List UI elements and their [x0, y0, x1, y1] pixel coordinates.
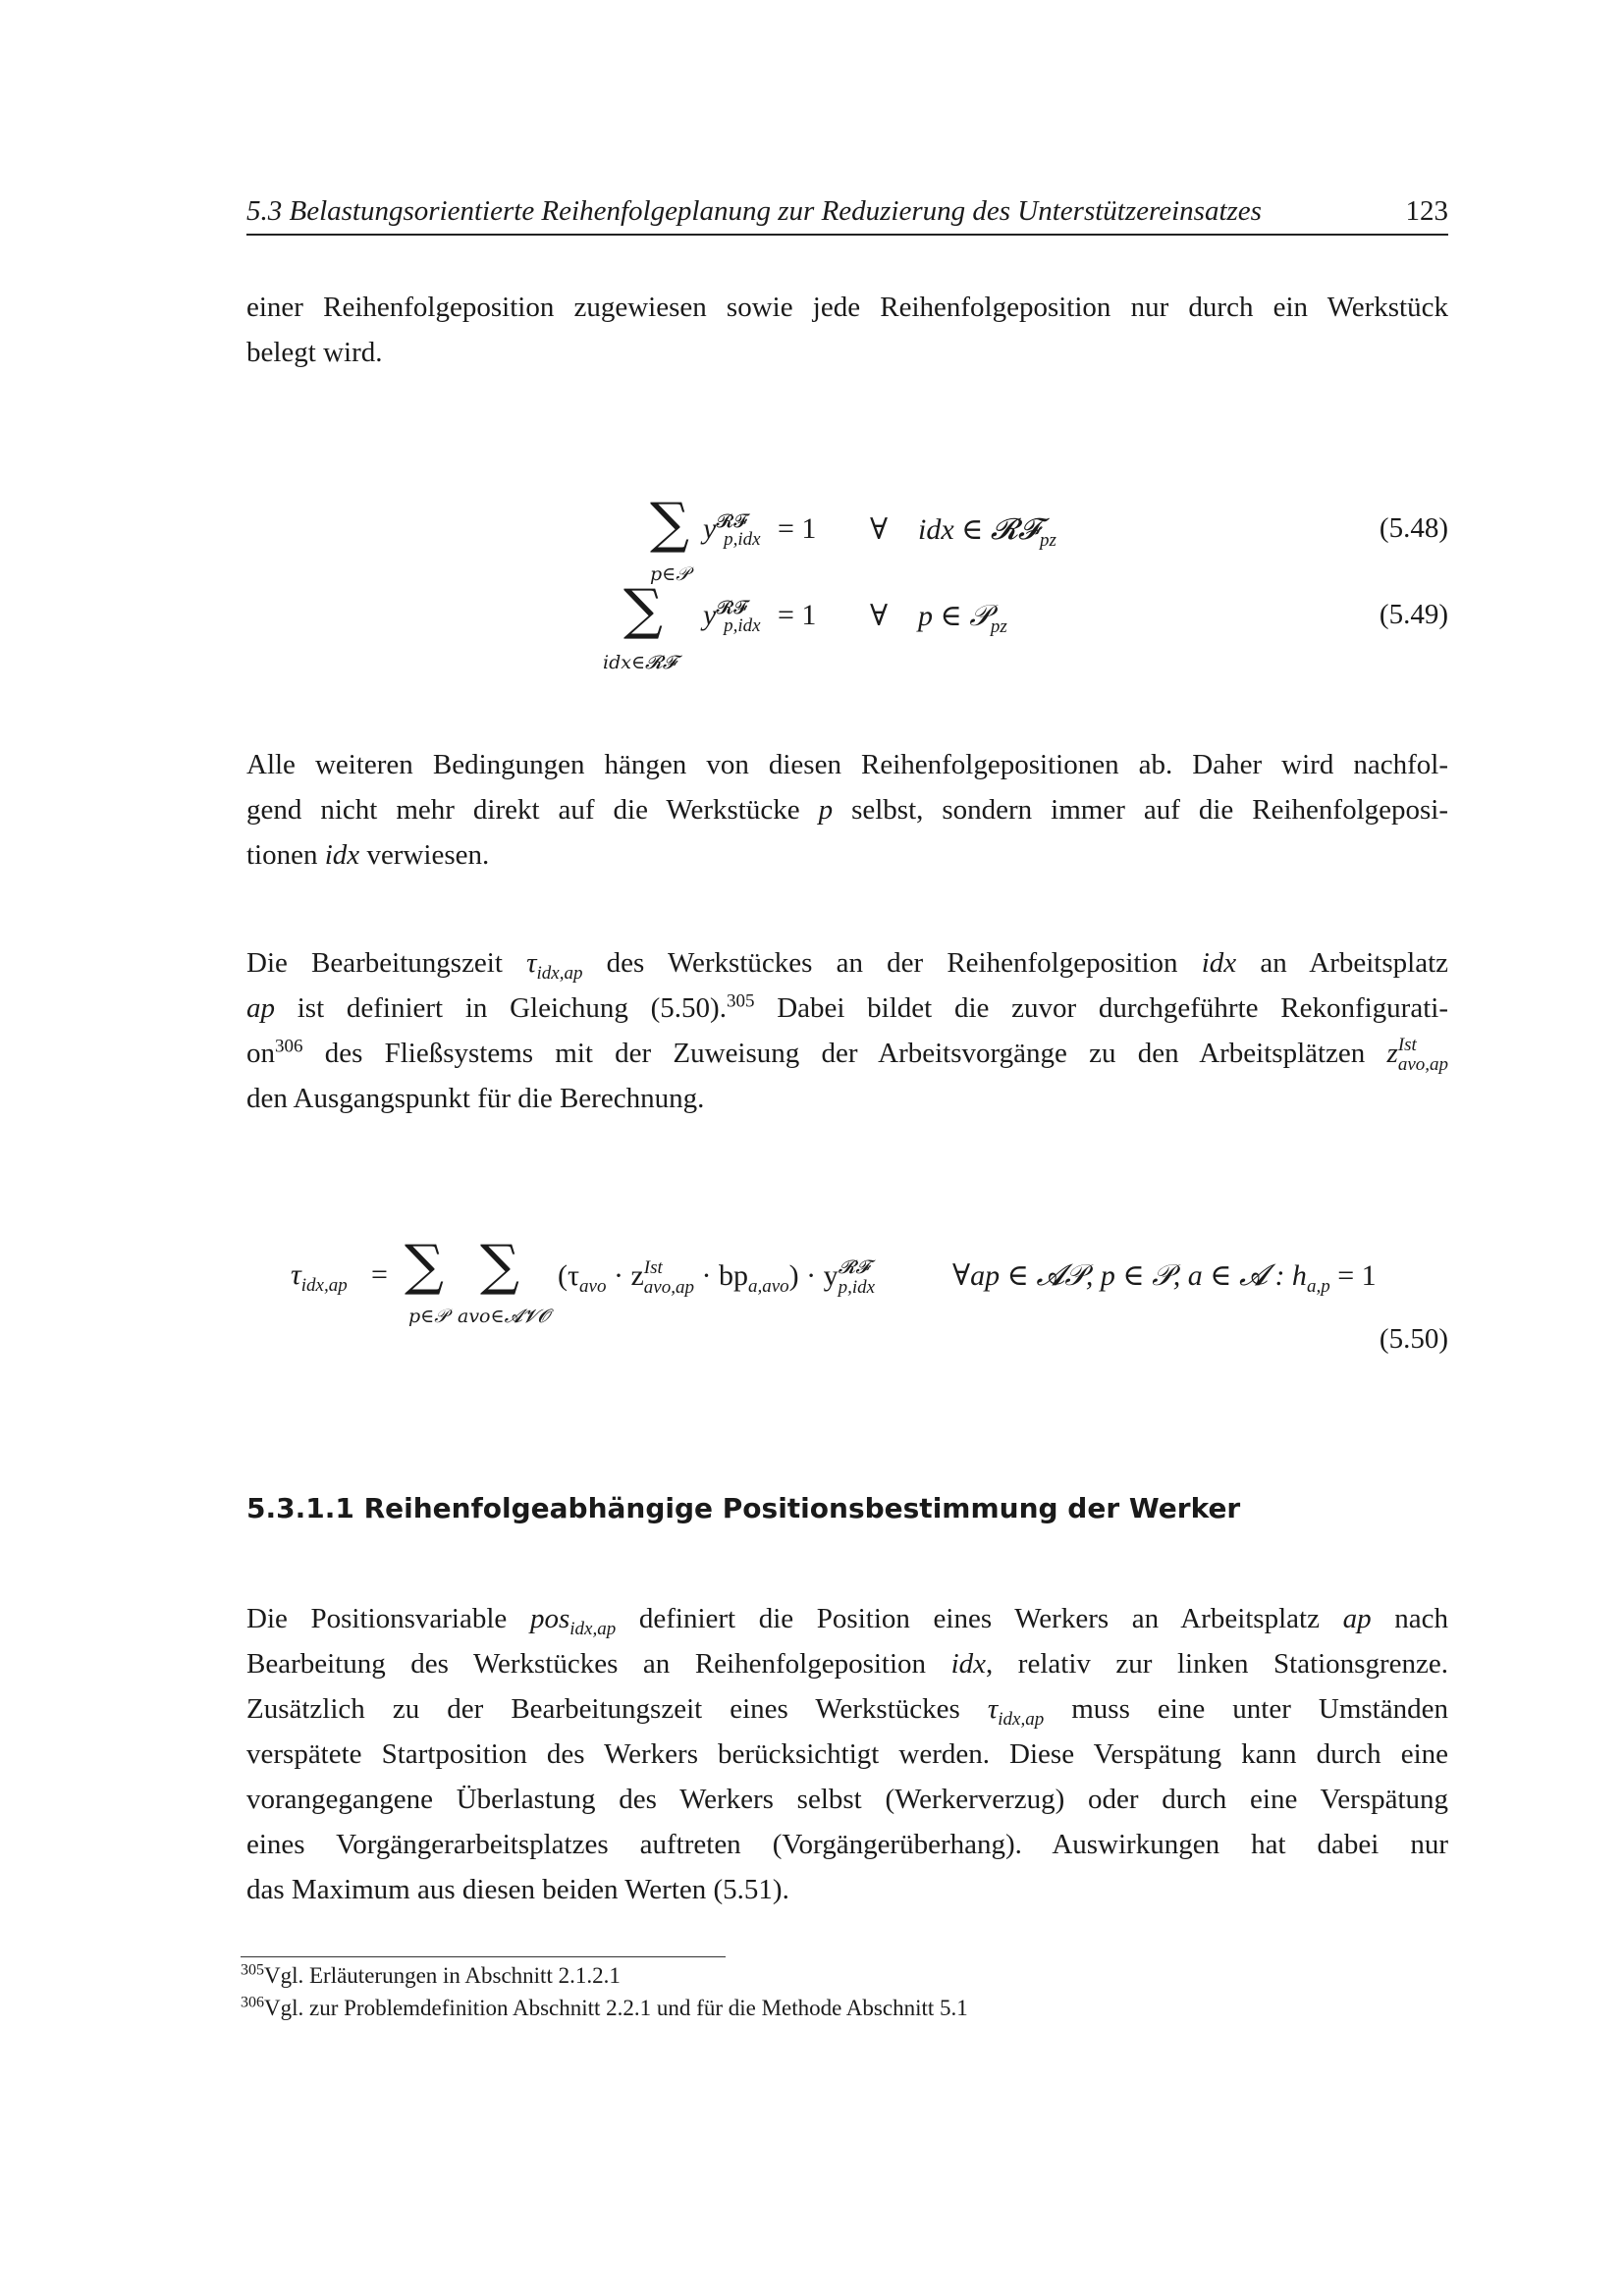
eq549-sub: p,idx — [724, 615, 761, 636]
eq548-condition — [918, 512, 1056, 551]
header-title: 5.3 Belastungsorientierte Reihenfolgeplanung zur Reduzierung des Unterstützereinsatzes — [246, 195, 1262, 227]
eq548-sub: p,idx — [724, 529, 761, 550]
eq549-cond-sub: pz — [990, 616, 1007, 637]
text: = 1 — [1329, 1259, 1377, 1292]
equation-number: (5.49) — [1379, 599, 1448, 630]
eq549-rhs: = 1 — [778, 599, 817, 631]
eq549-cond: p ∈ 𝒫 — [918, 600, 991, 632]
eq550-equals: = — [371, 1258, 388, 1291]
para4-line1 — [246, 1596, 1448, 1641]
eq549-term — [703, 598, 761, 636]
forall-symbol: ∀ — [870, 600, 889, 632]
eq550-lhs — [291, 1258, 348, 1296]
math-var: idx — [324, 839, 360, 871]
math-sup: Ist — [643, 1257, 663, 1278]
text: muss eine unter Umständen — [1044, 1693, 1448, 1725]
text: selbst, sondern immer auf die Reihenfolgeposi- — [833, 794, 1448, 826]
page-number: 123 — [1405, 195, 1448, 227]
footnote-ref[interactable]: 306 — [275, 1036, 303, 1057]
math-sub: idx,ap — [569, 1618, 617, 1639]
sum-symbol-1: ∑ — [405, 1234, 444, 1298]
sum-symbol-2: ∑ — [480, 1234, 519, 1298]
math-var: idx — [950, 1648, 987, 1680]
math-sub: idx,ap — [300, 1275, 348, 1296]
math-sub: idx,ap — [998, 1708, 1045, 1730]
text: an Arbeitsplatz — [1236, 947, 1448, 979]
paragraph-4 — [246, 1596, 1448, 1912]
eq548-var: y — [703, 512, 717, 545]
para1-line2: belegt wird. — [246, 337, 383, 368]
text: Die Positionsvariable — [246, 1603, 530, 1634]
text: Bearbeitung des Werkstückes an Reihenfolgeposition — [246, 1648, 951, 1680]
text: · z — [606, 1258, 644, 1292]
para1-line1: einer Reihenfolgeposition zugewiesen sowie jede Reihenfolgeposition nur durch ein Werkstück — [246, 292, 1448, 323]
math-sub: idx,ap — [536, 962, 583, 984]
para4-line2 — [246, 1641, 1448, 1686]
footnote-text: Vgl. Erläuterungen in Abschnitt 2.1.2.1 — [264, 1963, 621, 1988]
para4-line5: vorangegangene Überlastung des Werkers selbst (Werkerverzug) oder durch eine Verspätung — [246, 1784, 1448, 1815]
para3-line4: den Ausgangspunkt für die Berechnung. — [246, 1083, 705, 1114]
footnote-text: Vgl. zur Problemdefinition Abschnitt 2.2.1 und für die Methode Abschnitt 5.1 — [264, 1996, 968, 2020]
section-heading: 5.3.1.1 Reihenfolgeabhängige Positionsbestimmung der Werker — [246, 1492, 1241, 1524]
math-sub: p,idx — [838, 1277, 876, 1298]
eq550-body — [558, 1258, 875, 1298]
eq548-rhs: = 1 — [778, 512, 817, 545]
math-script — [644, 1258, 694, 1298]
text: gend nicht mehr direkt auf die Werkstücke — [246, 794, 819, 826]
eq549-condition — [918, 599, 1007, 637]
para4-line7: das Maximum aus diesen beiden Werten (5.51). — [246, 1874, 789, 1905]
text: des Werkstückes an der Reihenfolgeposition — [582, 947, 1202, 979]
running-header — [246, 192, 1448, 236]
text: Die Bearbeitungszeit — [246, 947, 527, 979]
eq549-sup: 𝓡𝓕 — [716, 598, 748, 618]
footnote-mark: 306 — [241, 1994, 264, 2011]
sum-index: idx∈𝓡𝓕 — [603, 652, 677, 673]
para3-line2 — [246, 986, 1448, 1031]
eq550-condition — [952, 1258, 1377, 1297]
para2-line1: Alle weiteren Bedingungen hängen von diesen Reihenfolgepositionen ab. Daher wird nachfol- — [246, 749, 1448, 780]
math-sub: avo — [579, 1275, 607, 1297]
math-var: τ — [526, 947, 537, 979]
forall-symbol: ∀ — [870, 513, 889, 546]
math-sup: Ist — [1397, 1035, 1417, 1056]
para3-line1 — [246, 940, 1448, 986]
sum-symbol: ∑ — [623, 578, 663, 642]
math-sup: 𝓡𝓕 — [838, 1257, 870, 1278]
footnote-305 — [241, 1963, 621, 1989]
math-script — [839, 1258, 875, 1298]
math-sub: a,avo — [747, 1275, 789, 1297]
math-var: p — [818, 794, 834, 826]
text: ist definiert in Gleichung (5.50). — [275, 992, 727, 1024]
para3-line3 — [246, 1031, 1448, 1076]
text: on — [246, 1038, 275, 1069]
text: definiert die Position eines Werkers an Arbeitsplatz — [616, 1603, 1343, 1634]
sum-index: p∈𝒫 — [650, 563, 689, 585]
text: ∀ap ∈ 𝓐𝒫, p ∈ 𝒫, a ∈ 𝓐 : h — [952, 1259, 1307, 1292]
text: verwiesen. — [359, 839, 490, 871]
text: Zusätzlich zu der Bearbeitungszeit eines Werkstückes — [246, 1693, 988, 1725]
footnote-ref[interactable]: 305 — [726, 990, 755, 1012]
footnote-rule — [241, 1956, 726, 1957]
footnote-306 — [241, 1996, 968, 2021]
sum2-index: avo∈𝓐𝓥𝓞 — [458, 1306, 550, 1327]
sum-symbol: ∑ — [650, 492, 689, 556]
math-var: ap — [246, 992, 275, 1024]
para4-line4: verspätete Startposition des Werkers berücksichtigt werden. Diese Verspätung kann durch eine — [246, 1738, 1448, 1770]
para2-line3 — [246, 832, 1448, 878]
math-sub: avo,ap — [1397, 1054, 1448, 1076]
eq548-term — [703, 511, 761, 550]
math-var: τ — [987, 1693, 999, 1725]
eq548-cond-sub: pz — [1040, 530, 1056, 551]
text: nach — [1371, 1603, 1449, 1634]
eq548-sup: 𝓡𝓕 — [716, 511, 748, 532]
math-script — [1398, 1036, 1448, 1075]
math-var: z — [1386, 1038, 1398, 1069]
text: des Fließsystems mit der Zuweisung der Arbeitsvorgänge zu den Arbeitsplätzen — [302, 1038, 1387, 1069]
text: · bp — [693, 1258, 748, 1292]
paragraph-1 — [246, 285, 1448, 375]
text: tionen — [246, 839, 325, 871]
text: (τ — [558, 1258, 580, 1292]
eq549-var: y — [703, 599, 717, 631]
paragraph-2 — [246, 742, 1448, 878]
math-var: ap — [1342, 1603, 1372, 1634]
para4-line3 — [246, 1686, 1448, 1732]
equation-number: (5.50) — [1379, 1323, 1448, 1355]
math-var: pos — [529, 1603, 570, 1634]
text: ) · y — [788, 1258, 839, 1292]
equation-number: (5.48) — [1379, 512, 1448, 544]
para4-line6: eines Vorgängerarbeitsplatzes auftreten (Vorgängerüberhang). Auswirkungen hat dabei nur — [246, 1829, 1448, 1860]
math-var: idx — [1201, 947, 1237, 979]
math-sub: avo,ap — [643, 1277, 694, 1298]
text: , relativ zur linken Stationsgrenze. — [986, 1648, 1448, 1680]
eq548-cond: idx ∈ 𝓡𝓕 — [918, 513, 1041, 546]
footnote-mark: 305 — [241, 1961, 264, 1979]
math-sub: a,p — [1306, 1276, 1330, 1297]
sum1-index: p∈𝒫 — [408, 1306, 448, 1327]
paragraph-3 — [246, 940, 1448, 1121]
math-var: τ — [291, 1258, 301, 1291]
text: Dabei bildet die zuvor durchgeführte Rekonfigurati- — [754, 992, 1448, 1024]
para2-line2 — [246, 787, 1448, 832]
